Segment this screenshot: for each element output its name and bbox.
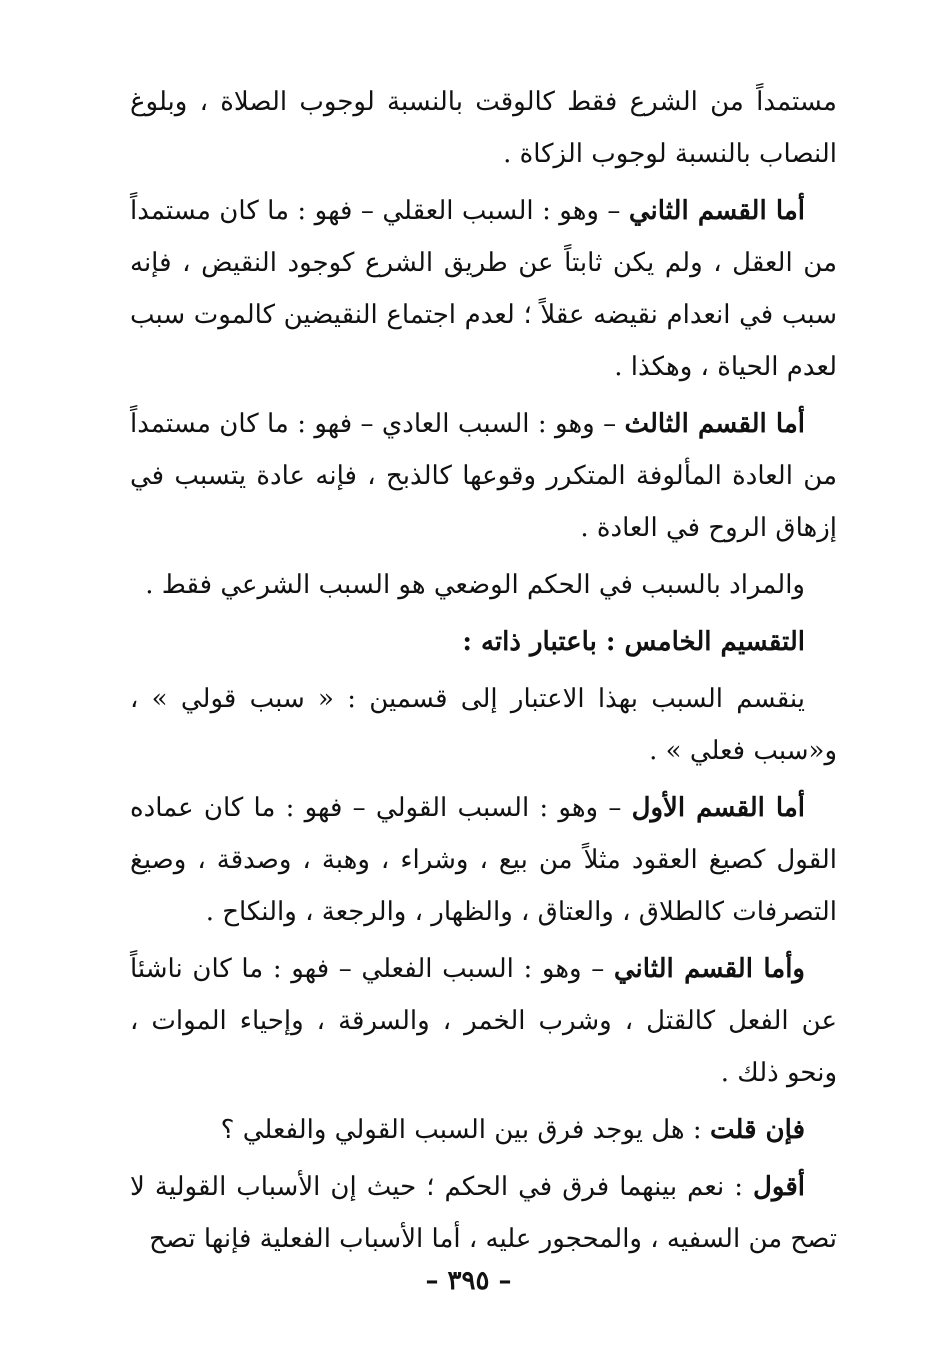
paragraph-second-type	[130, 943, 837, 1099]
paragraph-text: – وهو : السبب العادي – فهو : ما كان مستمداً من العادة المألوفة المتكرر وقوعها كالذبح ، فإنه عادة يتسبب في إزهاق الروح في العادة .	[130, 409, 837, 543]
paragraph-text: – وهو : السبب العقلي – فهو : ما كان مستمداً من العقل ، ولم يكن ثابتاً عن طريق الشرع كوجود النقيض ، فإنه سبب في انعدام نقيضه عقلاً ؛ لعدم اجتماع النقيضين كالموت سبب لعدم الحياة ، وهكذا .	[130, 196, 837, 382]
paragraph-text: ينقسم السبب بهذا الاعتبار إلى قسمين : « سبب قولي » ، و«سبب فعلي » .	[130, 684, 837, 766]
paragraph-text: والمراد بالسبب في الحكم الوضعي هو السبب الشرعي فقط .	[145, 570, 805, 600]
paragraph-answer	[130, 1161, 837, 1265]
section-heading-fifth-division	[130, 616, 837, 668]
paragraph-heading: وأما القسم الثاني	[613, 954, 805, 984]
paragraph-text: : هل يوجد فرق بين السبب القولي والفعلي ؟	[220, 1115, 710, 1145]
paragraph-text: : نعم بينهما فرق في الحكم ؛ حيث إن الأسباب القولية لا تصح من السفيه ، والمحجور عليه ، أما الأسباب الفعلية فإنها تصح	[130, 1172, 837, 1254]
paragraph-heading: فإن قلت	[709, 1115, 805, 1145]
paragraph-continuation	[130, 76, 837, 180]
paragraph-first-type	[130, 782, 837, 938]
paragraph-two-types	[130, 673, 837, 777]
paragraph-text: – وهو : السبب القولي – فهو : ما كان عماده القول كصيغ العقود مثلاً من بيع ، وشراء ، وهبة ، وصدقة ، وصيغ التصرفات كالطلاق ، والعتاق ، والظهار ، والرجعة ، والنكاح .	[130, 793, 837, 927]
paragraph-heading: أما القسم الثاني	[628, 196, 806, 226]
paragraph-text: مستمداً من الشرع فقط كالوقت بالنسبة لوجوب الصلاة ، وبلوغ النصاب بالنسبة لوجوب الزكاة .	[130, 87, 837, 169]
paragraph-question	[130, 1104, 837, 1156]
paragraph-heading: أما القسم الأول	[631, 793, 805, 823]
body-text	[130, 76, 837, 1270]
paragraph-intended-meaning	[130, 559, 837, 611]
paragraph-second-division	[130, 185, 837, 393]
page-number: – ٣٩٥ –	[425, 1266, 512, 1296]
section-heading: التقسيم الخامس : باعتبار ذاته :	[462, 627, 805, 657]
paragraph-heading: أقول	[753, 1172, 805, 1202]
paragraph-heading: أما القسم الثالث	[624, 409, 805, 439]
paragraph-third-division	[130, 398, 837, 554]
paragraph-text: – وهو : السبب الفعلي – فهو : ما كان ناشئاً عن الفعل كالقتل ، وشرب الخمر ، والسرقة ، وإحياء الموات ، ونحو ذلك .	[130, 954, 837, 1088]
